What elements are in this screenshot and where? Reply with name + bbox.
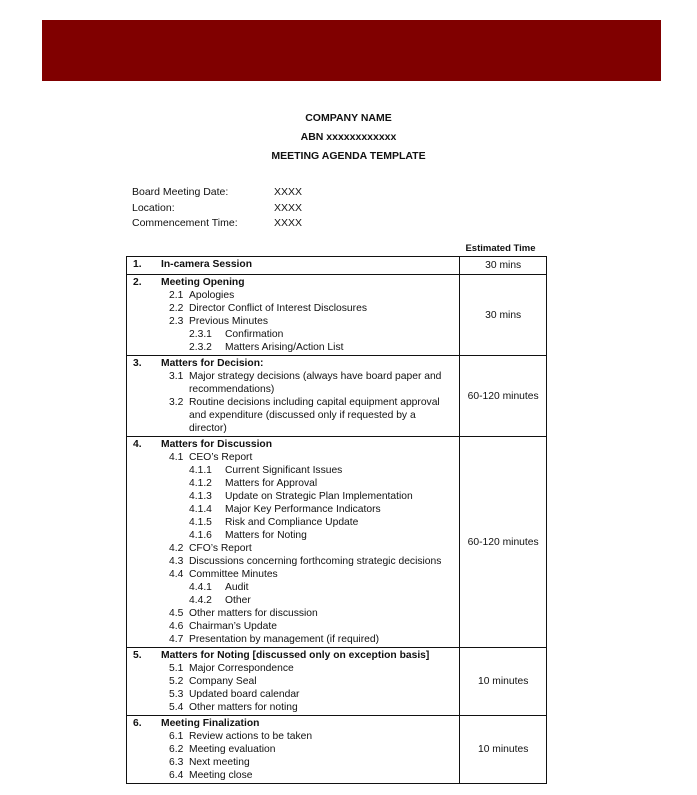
agenda-subitem: 4.1.6 Matters for Noting bbox=[189, 530, 307, 541]
section-title: Matters for Noting [discussed only on exception basis] bbox=[161, 650, 430, 661]
info-row-commencement bbox=[132, 217, 302, 233]
agenda-item: 5.4 Other matters for noting bbox=[169, 702, 298, 713]
info-row-date bbox=[132, 186, 302, 202]
agenda-item: 4.6 Chairman’s Update bbox=[169, 621, 277, 632]
agenda-item: 6.4 Meeting close bbox=[169, 770, 253, 781]
section-number: 1. bbox=[133, 259, 142, 270]
section-content bbox=[127, 275, 460, 356]
agenda-subitem: 2.3.1 Confirmation bbox=[189, 329, 284, 340]
section-content bbox=[127, 648, 460, 716]
agenda-item: 3.1 Major strategy decisions (always have board paper and recommendations) bbox=[169, 371, 442, 395]
info-label: Location: bbox=[132, 201, 175, 214]
agenda-section bbox=[127, 648, 547, 716]
agenda-subitem: 4.1.4 Major Key Performance Indicators bbox=[189, 504, 381, 515]
section-content bbox=[127, 356, 460, 437]
agenda-subitem: 4.1.1 Current Significant Issues bbox=[189, 465, 343, 476]
agenda-item: 4.3 Discussions concerning forthcoming strategic decisions bbox=[169, 556, 442, 567]
agenda-item: 4.4 Committee Minutes bbox=[169, 569, 278, 580]
info-label: Board Meeting Date: bbox=[132, 186, 229, 198]
section-time: 60-120 minutes bbox=[460, 437, 547, 648]
info-value: XXXX bbox=[274, 186, 303, 198]
header-banner bbox=[42, 20, 661, 81]
info-row-location bbox=[132, 202, 302, 218]
section-content bbox=[127, 437, 460, 648]
agenda-item: 6.2 Meeting evaluation bbox=[169, 744, 276, 755]
agenda-item: 3.2 Routine decisions including capital equipment approval and expenditure (discussed only if requested by a director) bbox=[169, 397, 440, 434]
section-number: 2. bbox=[133, 277, 142, 288]
agenda-subitem: 4.1.2 Matters for Approval bbox=[189, 478, 318, 489]
section-content bbox=[127, 257, 460, 275]
estimated-time-header: Estimated Time bbox=[465, 243, 536, 254]
info-value: XXXX bbox=[274, 201, 303, 214]
agenda-subitem: 4.1.5 Risk and Compliance Update bbox=[189, 517, 359, 528]
section-number: 3. bbox=[133, 358, 142, 369]
section-title: Meeting Finalization bbox=[161, 718, 260, 729]
agenda-section bbox=[127, 716, 547, 784]
agenda-section bbox=[127, 356, 547, 437]
agenda-item: 6.3 Next meeting bbox=[169, 757, 250, 768]
section-title: In-camera Session bbox=[161, 259, 252, 270]
agenda-subitem: 4.4.1 Audit bbox=[189, 582, 249, 593]
agenda-item: 4.5 Other matters for discussion bbox=[169, 608, 318, 619]
agenda-item: 5.1 Major Correspondence bbox=[169, 663, 294, 674]
abn-number: ABN xxxxxxxxxxxx bbox=[300, 131, 397, 143]
agenda-section bbox=[127, 437, 547, 648]
document-title: MEETING AGENDA TEMPLATE bbox=[271, 150, 426, 162]
section-time: 10 minutes bbox=[460, 648, 547, 716]
agenda-item: 6.1 Review actions to be taken bbox=[169, 731, 313, 742]
section-title: Matters for Discussion bbox=[161, 439, 273, 450]
agenda-item: 2.1 Apologies bbox=[169, 290, 235, 301]
agenda-item: 5.2 Company Seal bbox=[169, 676, 257, 687]
agenda-table bbox=[126, 256, 547, 784]
agenda-subitem: 4.4.2 Other bbox=[189, 595, 251, 606]
agenda-subitem: 4.1.3 Update on Strategic Plan Implementation bbox=[189, 491, 413, 502]
section-title: Matters for Decision: bbox=[161, 358, 264, 369]
section-content bbox=[127, 716, 460, 784]
section-time: 10 minutes bbox=[460, 716, 547, 784]
agenda-item: 4.1 CEO’s Report bbox=[169, 452, 253, 463]
section-number: 6. bbox=[133, 718, 142, 729]
section-number: 5. bbox=[133, 650, 142, 661]
agenda-subitem: 2.3.2 Matters Arising/Action List bbox=[189, 342, 344, 353]
company-name: COMPANY NAME bbox=[305, 112, 392, 124]
meeting-info bbox=[132, 186, 302, 233]
agenda-item: 2.3 Previous Minutes bbox=[169, 316, 268, 327]
agenda-item: 4.2 CFO’s Report bbox=[169, 543, 252, 554]
agenda-item: 5.3 Updated board calendar bbox=[169, 689, 300, 700]
agenda-section bbox=[127, 275, 547, 356]
agenda-section bbox=[127, 257, 547, 275]
section-number: 4. bbox=[133, 439, 142, 450]
info-value: XXXX bbox=[274, 217, 303, 229]
section-time: 30 mins bbox=[460, 275, 547, 356]
agenda-item: 2.2 Director Conflict of Interest Disclosures bbox=[169, 303, 367, 314]
section-time: 30 mins bbox=[460, 257, 547, 275]
section-time: 60-120 minutes bbox=[460, 356, 547, 437]
info-label: Commencement Time: bbox=[132, 217, 238, 229]
agenda-item: 4.7 Presentation by management (if required) bbox=[169, 634, 380, 645]
section-title: Meeting Opening bbox=[161, 277, 245, 288]
